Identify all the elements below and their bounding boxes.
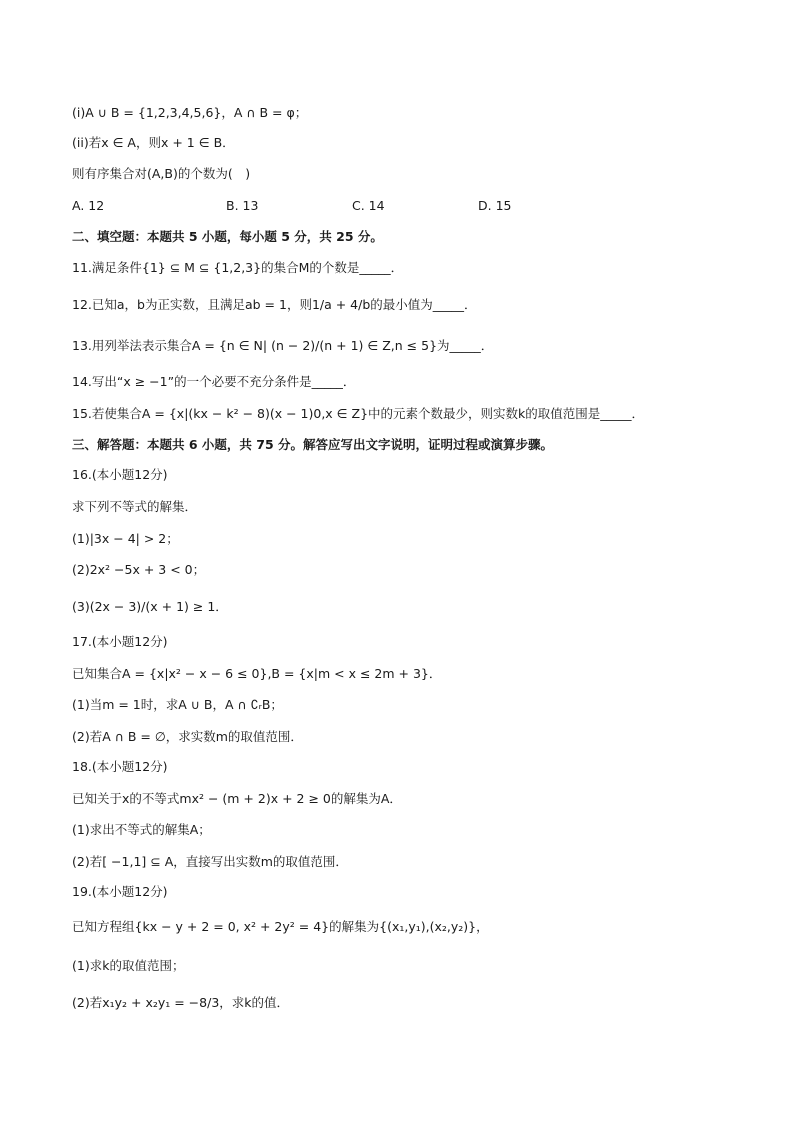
condition-ii: (ii)若x ∈ A，则x + 1 ∈ B．: [72, 135, 235, 150]
condition-i: (i)A ∪ B = {1,2,3,4,5,6}，A ∩ B = φ；: [72, 105, 308, 120]
question-19-header: 19.(本小题12分): [72, 884, 168, 899]
question-17-header: 17.(本小题12分): [72, 634, 168, 649]
question-11: 11.满足条件{1} ⊆ M ⊆ {1,2,3}的集合M的个数是_____．: [72, 260, 404, 275]
section-heading-fill-in: 二、填空题：本题共 5 小题，每小题 5 分，共 25 分。: [72, 229, 383, 244]
question-18-intro: 已知关于x的不等式mx² − (m + 2)x + 2 ≥ 0的解集为A．: [72, 791, 402, 806]
question-14: 14.写出“x ≥ −1”的一个必要不充分条件是_____．: [72, 374, 356, 389]
question-19-intro: 已知方程组{kx − y + 2 = 0, x² + 2y² = 4}的解集为{(x₁,y₁),(x₂,y₂)}，: [72, 919, 489, 934]
question-17-intro: 已知集合A = {x|x² − x − 6 ≤ 0},B = {x|m < x ≤ 2m + 3}．: [72, 666, 442, 681]
question-13: 13.用列举法表示集合A = {n ∈ N| (n − 2)/(n + 1) ∈ Z,n ≤ 5}为_____．: [72, 338, 494, 353]
question-18-header: 18.(本小题12分): [72, 759, 168, 774]
option-c: C. 14: [352, 198, 385, 213]
question-19-part-2: (2)若x₁y₂ + x₂y₁ = −8/3，求k的值．: [72, 995, 290, 1010]
question-16-part-2: (2)2x² −5x + 3 < 0；: [72, 562, 206, 577]
question-17-part-1: (1)当m = 1时，求A ∪ B，A ∩ ∁ᵣB；: [72, 697, 283, 712]
option-b: B. 13: [226, 198, 259, 213]
question-17-part-2: (2)若A ∩ B = ∅，求实数m的取值范围．: [72, 729, 303, 744]
question-12: 12.已知a，b为正实数，且满足ab = 1，则1/a + 4/b的最小值为_____．: [72, 297, 477, 312]
question-16-part-3: (3)(2x − 3)/(x + 1) ≥ 1．: [72, 599, 228, 614]
section-heading-solutions: 三、解答题：本题共 6 小题，共 75 分。解答应写出文字说明，证明过程或演算步骤。: [72, 437, 554, 452]
question-10-text: 则有序集合对(A,B)的个数为( ): [72, 166, 251, 181]
question-18-part-2: (2)若[ −1,1] ⊆ A，直接写出实数m的取值范围．: [72, 854, 348, 869]
question-15: 15.若使集合A = {x|(kx − k² − 8)(x − 1)0,x ∈ Z}中的元素个数最少，则实数k的取值范围是_____．: [72, 406, 645, 421]
question-16-header: 16.(本小题12分): [72, 467, 168, 482]
option-a: A. 12: [72, 198, 105, 213]
option-d: D. 15: [478, 198, 512, 213]
question-16-intro: 求下列不等式的解集．: [72, 499, 198, 514]
question-18-part-1: (1)求出不等式的解集A；: [72, 822, 211, 837]
question-16-part-1: (1)|3x − 4| > 2；: [72, 531, 179, 546]
question-19-part-1: (1)求k的取值范围；: [72, 958, 185, 973]
